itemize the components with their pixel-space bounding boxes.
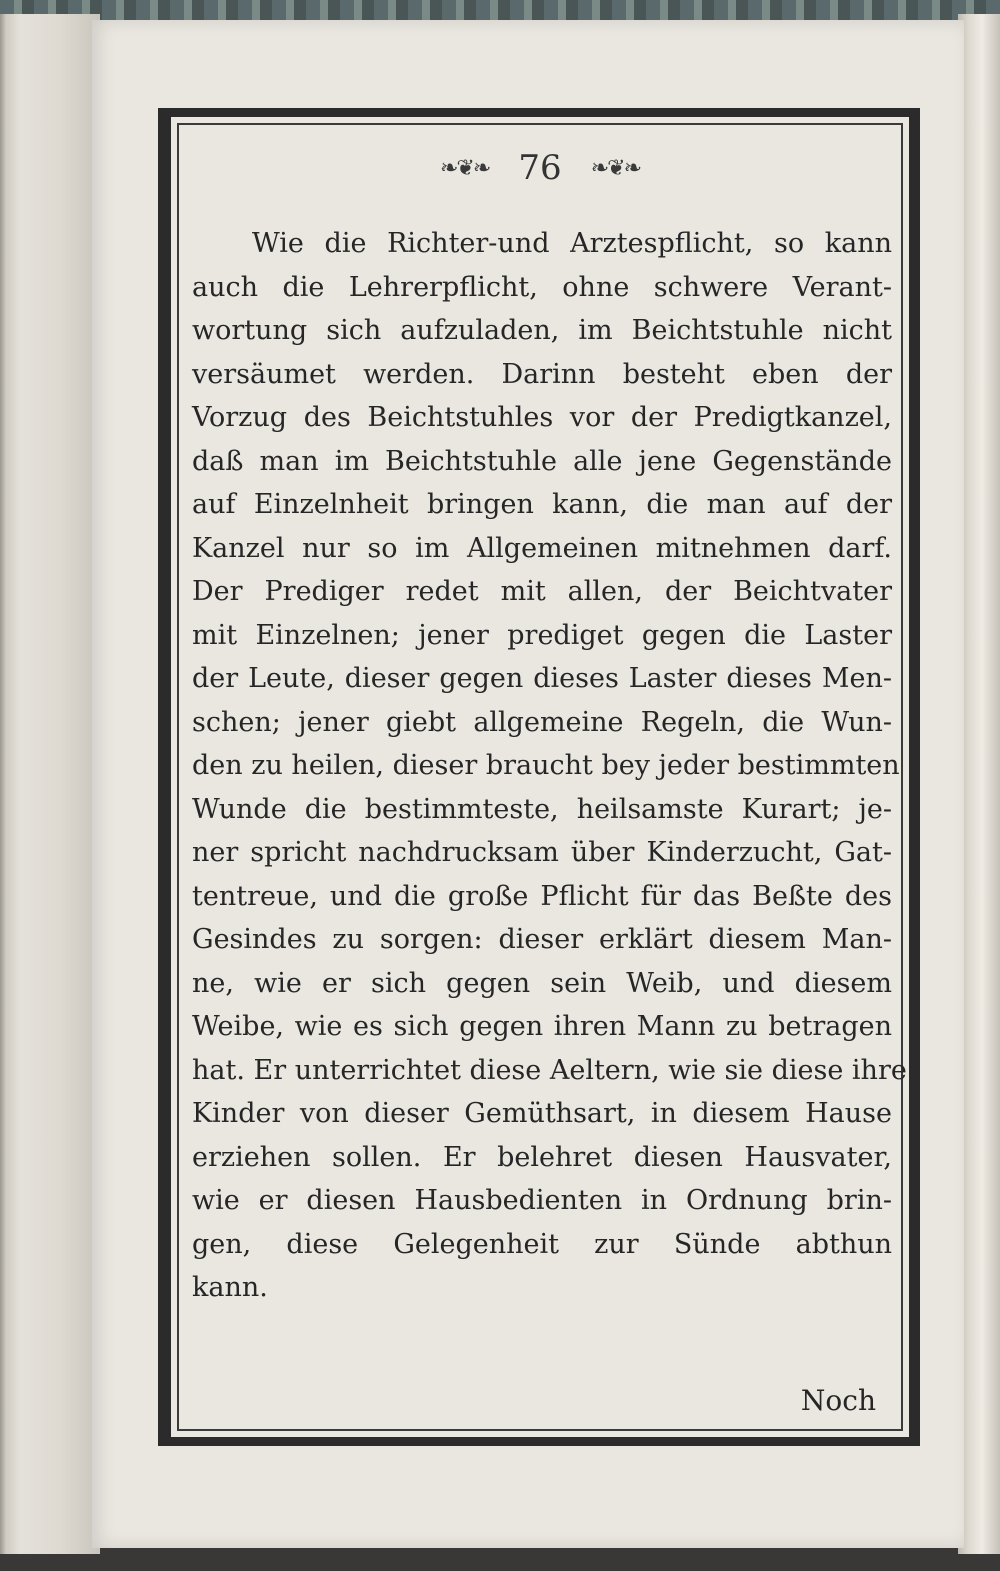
text-line: gen, diese Gelegenheit zur Sünde abthun — [192, 1228, 892, 1260]
left-page-stack — [0, 14, 100, 1554]
text-line: daß man im Beichtstuhle alle jene Gegenstände — [192, 445, 892, 477]
text-line: versäumet werden. Darinn besteht eben der — [192, 358, 892, 390]
book-top-edge — [0, 0, 1000, 22]
text-line: der Leute, dieser gegen dieses Laster dieses Men- — [192, 663, 892, 694]
text-line: Kinder von dieser Gemüthsart, in diesem Hause — [192, 1098, 892, 1129]
left-ornament-icon: ❧❦❧ — [439, 155, 490, 181]
text-line: wie er diesen Hausbedienten in Ordnung brin- — [192, 1185, 892, 1216]
text-line: Kanzel nur so im Allgemeinen mitnehmen darf. — [192, 532, 892, 564]
text-line: auf Einzelnheit bringen kann, die man auf der — [192, 489, 892, 520]
text-line: Weibe, wie es sich gegen ihren Mann zu betragen — [192, 1011, 892, 1042]
page-number: 76 — [518, 148, 562, 188]
text-line: auch die Lehrerpflicht, ohne schwere Verant- — [192, 271, 892, 303]
text-line: ne, wie er sich gegen sein Weib, und diesem — [192, 967, 892, 999]
text-line: tentreue, und die große Pflicht für das Beßte des — [192, 880, 892, 912]
text-line: schen; jener giebt allgemeine Regeln, die Wun- — [192, 706, 892, 738]
text-line: Der Prediger redet mit allen, der Beichtvater — [192, 576, 892, 607]
text-line: kann. — [192, 1272, 268, 1303]
text-line: wortung sich aufzuladen, im Beichtstuhle nicht — [192, 315, 892, 346]
text-line: hat. Er unterrichtet diese Aeltern, wie sie diese ihre — [192, 1054, 907, 1086]
right-ornament-icon: ❧❦❧ — [590, 155, 641, 181]
text-line: ner spricht nachdrucksam über Kinderzucht, Gat- — [192, 837, 892, 868]
text-line: den zu heilen, dieser braucht bey jeder bestimmten — [192, 750, 900, 781]
right-page-stack — [958, 14, 1000, 1554]
text-line: Wie die Richter-und Arztespflicht, so kann — [252, 228, 892, 259]
text-line: mit Einzelnen; jener prediget gegen die Laster — [192, 619, 892, 651]
text-line: Vorzug des Beichtstuhles vor der Predigtkanzel, — [192, 402, 892, 433]
body-text — [192, 222, 907, 1310]
text-line: Gesindes zu sorgen: dieser erklärt diesem Man- — [192, 924, 892, 955]
page-header — [160, 148, 920, 188]
text-line: Wunde die bestimmteste, heilsamste Kurart; je- — [192, 793, 892, 825]
text-line: erziehen sollen. Er belehret diesen Hausvater, — [192, 1141, 892, 1173]
catchword: Noch — [800, 1384, 876, 1417]
